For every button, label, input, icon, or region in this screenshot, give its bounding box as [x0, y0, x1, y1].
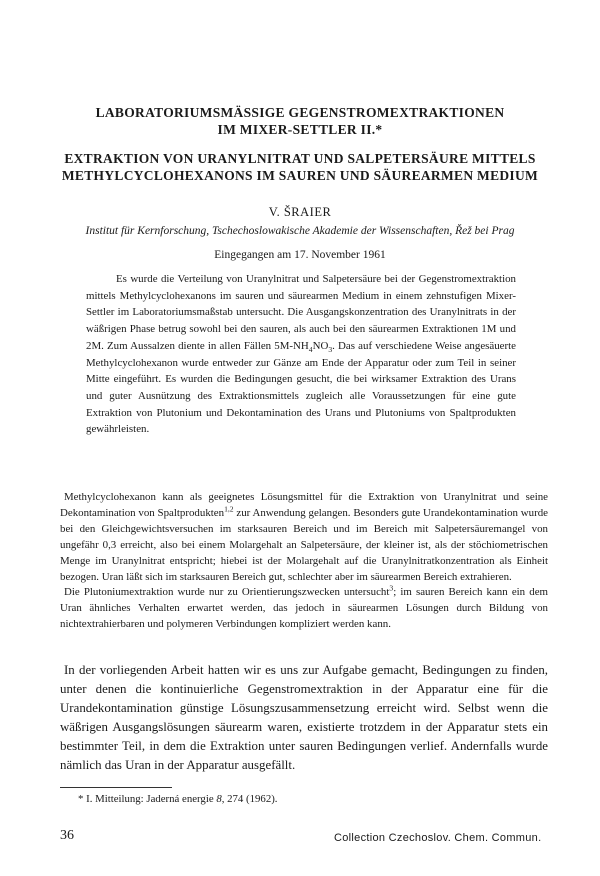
- abstract-part-3: . Das auf verschiedene Weise angesäuerte Methylcyclohexanon wurde entweder zur Gänze am Ende der Apparatur oder zum Teil in seiner Mitte eingeführt. Es wurden die Bedingungen gesucht, die bei wirksamer Extraktion des Urans und guter Ausnützung des Extraktionsmittels zugleich alle Voraussetzungen für eine gute Extraktion von Plutonium und Dekontamination des Urans und Plutoniums von Spaltprodukten gewährleisten.: [86, 339, 516, 436]
- paragraph-1-text-b: zur Anwendung gelangen. Besonders gute Urandekontamination wurde bei den Gleichgewichtsversuchen im starksauren Bereich und im Bereich mit Salpetersäuremangel von ungefähr 0,3 erreicht, also bei einem Molargehalt an Salpetersäure, der kleiner ist, als der stöchiometrischen Menge im Uranylnitrat entspricht; hiebei ist der Molargehalt auf die Uranylnitratkonzentration als Einheit bezogen. Uran läßt sich im starksauren Bereich gut, schlechter aber im säurearmen Bereich extrahieren.: [60, 506, 548, 583]
- paragraph-1-text-a: Methylcyclohexanon kann als geeignetes Lösungsmittel für die Extraktion von Uranylnitrat und seine Dekontamination von Spaltprodukten: [60, 491, 548, 519]
- paragraph-2-text-b: ; im sauren Bereich kann ein dem Uran ähnliches Verhalten erwartet werden, das jedoch in säurearmen Lösungen durch Bildung von nichtextrahierbaren und polymeren Verbindungen kompliziert werden kann.: [60, 586, 549, 631]
- title-line-2: IM MIXER-SETTLER II.*: [217, 122, 383, 137]
- page-number: 36: [60, 828, 74, 843]
- footnote: [78, 793, 278, 805]
- footnote-divider: [60, 787, 172, 788]
- paragraph-2-text-a: Die Plutoniumextraktion wurde nur zu Orientierungszwecken untersucht: [64, 586, 390, 599]
- author-institution: Institut für Kernforschung, Tschechoslowakische Akademie der Wissenschaften, Řež bei Prag: [85, 225, 515, 237]
- reference-3: 3: [389, 583, 394, 593]
- paragraph-1: [60, 490, 548, 585]
- footnote-rest: , 274 (1962).: [221, 793, 278, 805]
- article-subtitle: [60, 150, 540, 184]
- footnote-volume: 8: [216, 793, 222, 805]
- title-line-4: METHYLCYCLOHEXANONS IM SAUREN UND SÄUREARMEN MEDIUM: [61, 168, 539, 183]
- paragraph-3: In der vorliegenden Arbeit hatten wir es uns zur Aufgabe gemacht, Bedingungen zu finden, unter denen die kontinuierliche Gegenstromextraktion in der Apparatur eine für die Urandekontamination günstige Lösungszusammensetzung erreicht wird. Selbst wenn die wäßrigen Ausgangslösungen säurearm waren, existierte trotzdem in der Apparatur stets ein bestimmter Teil, in dem die Extraktion unter sauren Bedingungen verlief. Andernfalls wurde nämlich das Uran in der Apparatur ausgefällt.: [60, 663, 548, 772]
- abstract-subscript-1: 4: [308, 344, 313, 354]
- received-date: Eingegangen am 17. November 1961: [214, 249, 386, 261]
- author-name: V. ŠRAIER: [268, 205, 332, 219]
- reference-1-2: 1,2: [224, 504, 234, 514]
- title-line-1: LABORATORIUMSMÄSSIGE GEGENSTROMEXTRAKTIONEN: [95, 105, 505, 120]
- abstract-subscript-2: 3: [328, 344, 333, 354]
- title-line-3: EXTRAKTION VON URANYLNITRAT UND SALPETERSÄURE MITTELS: [64, 151, 536, 166]
- footnote-text: * I. Mitteilung: Jaderná energie: [78, 793, 217, 805]
- main-text: [60, 661, 548, 774]
- intro-small-print: [60, 490, 548, 633]
- journal-footer: Collection Czechoslov. Chem. Commun.: [334, 832, 542, 844]
- article-title: [60, 104, 540, 138]
- paragraph-2: [60, 585, 548, 633]
- abstract-text: [86, 271, 516, 438]
- abstract: [86, 271, 516, 438]
- abstract-part-2: NO: [312, 339, 329, 352]
- abstract-part-1: Es wurde die Verteilung von Uranylnitrat und Salpetersäure bei der Gegenstromextraktion mittels Methylcyclohexanons im sauren und säurearmen Medium in einem zehnstufigen Mixer-Settler im Laboratoriumsmaßstab untersucht. Die Ausgangskonzentration des Uranylnitrats in der wäßrigen Phase betrug sowohl bei den sauren, als auch bei den säurearmen Extraktionen 1M und 2M. Zum Aussalzen diente in allen Fällen 5M-NH: [86, 273, 516, 352]
